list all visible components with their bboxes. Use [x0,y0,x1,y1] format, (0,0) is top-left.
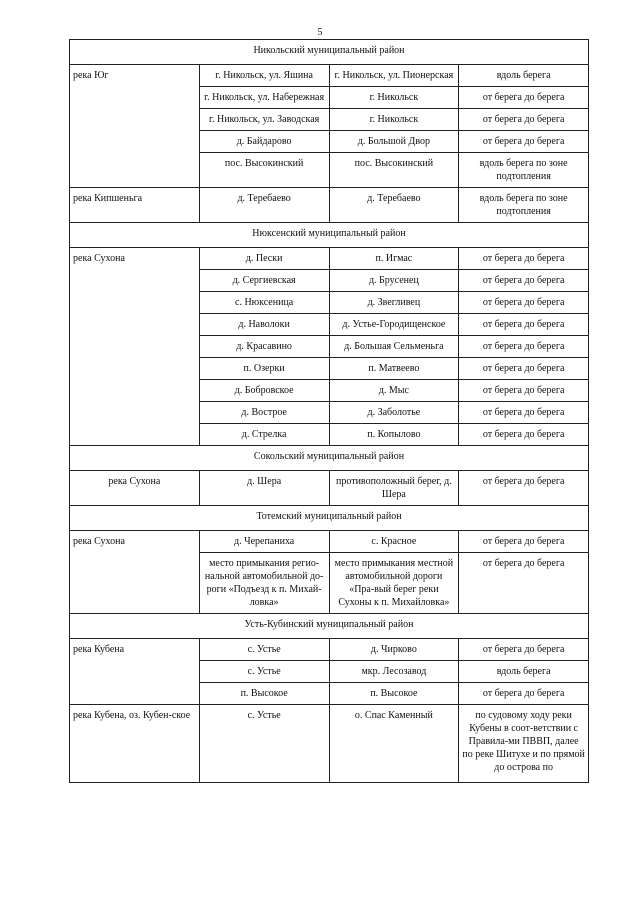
crossing-from: место примыкания регио-нальной автомобильной до-роги «Подъезд к п. Михай-ловка» [199,553,329,614]
crossing-to: д. Устье-Городищенское [329,314,459,336]
crossing-from: д. Шера [199,471,329,506]
crossing-to: г. Никольск [329,87,459,109]
river-name: река Сухона [70,471,200,506]
crossing-from: с. Устье [199,705,329,783]
district-title: Никольский муниципальный район [70,40,589,65]
district-row [70,40,589,65]
crossing-mode: от берега до берега [459,553,589,614]
crossing-to: п. Игмас [329,248,459,270]
crossings-table [69,39,589,783]
crossing-mode: от берега до берега [459,380,589,402]
crossing-mode: от берега до берега [459,358,589,380]
crossing-mode: вдоль берега по зоне подтопления [459,188,589,223]
crossing-from: п. Высокое [199,683,329,705]
crossing-from: г. Никольск, ул. Набережная [199,87,329,109]
crossing-from: с. Нюксеница [199,292,329,314]
crossing-to: г. Никольск, ул. Пионерская [329,65,459,87]
crossing-to: д. Теребаево [329,188,459,223]
crossing-mode: от берега до берега [459,639,589,661]
crossing-from: д. Бобровское [199,380,329,402]
crossing-from: п. Озерки [199,358,329,380]
district-row [70,446,589,471]
crossing-to: мкр. Лесозавод [329,661,459,683]
crossing-mode: от берега до берега [459,424,589,446]
crossing-to: п. Высокое [329,683,459,705]
crossing-to: д. Мыс [329,380,459,402]
crossing-to: д. Большой Двор [329,131,459,153]
crossing-from: д. Пески [199,248,329,270]
table-row [70,248,589,270]
crossing-from: д. Красавино [199,336,329,358]
river-name: река Сухона [70,248,200,446]
crossing-to: д. Заболотье [329,402,459,424]
river-name: река Кипшеньга [70,188,200,223]
crossing-mode: вдоль берега [459,65,589,87]
district-row [70,506,589,531]
crossing-mode: вдоль берега по зоне подтопления [459,153,589,188]
crossing-mode: от берега до берега [459,531,589,553]
crossing-mode: от берега до берега [459,314,589,336]
page-number: 5 [317,27,323,38]
crossing-to: с. Красное [329,531,459,553]
crossing-from: г. Никольск, ул. Яшина [199,65,329,87]
river-name: река Сухона [70,531,200,614]
table-row [70,531,589,553]
district-title: Сокольский муниципальный район [70,446,589,471]
crossing-from: д. Байдарово [199,131,329,153]
crossing-from: д. Наволоки [199,314,329,336]
crossing-mode: от берега до берега [459,471,589,506]
crossing-from: с. Устье [199,661,329,683]
table-row [70,188,589,223]
table-row [70,705,589,783]
crossing-to: пос. Высокинский [329,153,459,188]
crossing-to: д. Чирково [329,639,459,661]
crossing-to: д. Брусенец [329,270,459,292]
crossing-to: п. Копылово [329,424,459,446]
crossing-from: д. Черепаниха [199,531,329,553]
crossing-mode: от берега до берега [459,292,589,314]
crossing-mode: от берега до берега [459,248,589,270]
crossing-from: пос. Высокинский [199,153,329,188]
crossing-from: д. Теребаево [199,188,329,223]
crossing-mode: от берега до берега [459,270,589,292]
crossing-to: место примыкания местной автомобильной дороги «Пра-вый берег реки Сухоны к п. Михайловка» [329,553,459,614]
crossings-table-body [70,40,589,783]
crossing-from: д. Вострое [199,402,329,424]
river-name: река Кубена, оз. Кубен-ское [70,705,200,783]
crossing-mode: от берега до берега [459,87,589,109]
crossing-to: д. Звегливец [329,292,459,314]
district-row [70,223,589,248]
crossing-to: противоположный берег, д. Шера [329,471,459,506]
crossing-mode: по судовому ходу реки Кубены в соот-ветствии с Правила-ми ПВВП, далее по реке Шитухе и по прямой до острова по [459,705,589,783]
crossing-from: д. Сергиевская [199,270,329,292]
crossing-from: г. Никольск, ул. Заводская [199,109,329,131]
crossing-mode: вдоль берега [459,661,589,683]
table-row [70,471,589,506]
crossing-from: д. Стрелка [199,424,329,446]
table-row [70,639,589,661]
district-title: Усть-Кубинский муниципальный район [70,614,589,639]
district-title: Нюксенский муниципальный район [70,223,589,248]
crossing-to: о. Спас Каменный [329,705,459,783]
crossing-mode: от берега до берега [459,336,589,358]
crossing-from: с. Устье [199,639,329,661]
district-row [70,614,589,639]
crossing-to: п. Матвеево [329,358,459,380]
river-name: река Юг [70,65,200,188]
river-name: река Кубена [70,639,200,705]
crossing-mode: от берега до берега [459,109,589,131]
crossing-to: г. Никольск [329,109,459,131]
district-title: Тотемский муниципальный район [70,506,589,531]
table-row [70,65,589,87]
crossing-to: д. Большая Сельменьга [329,336,459,358]
crossing-mode: от берега до берега [459,683,589,705]
crossing-mode: от берега до берега [459,402,589,424]
crossing-mode: от берега до берега [459,131,589,153]
